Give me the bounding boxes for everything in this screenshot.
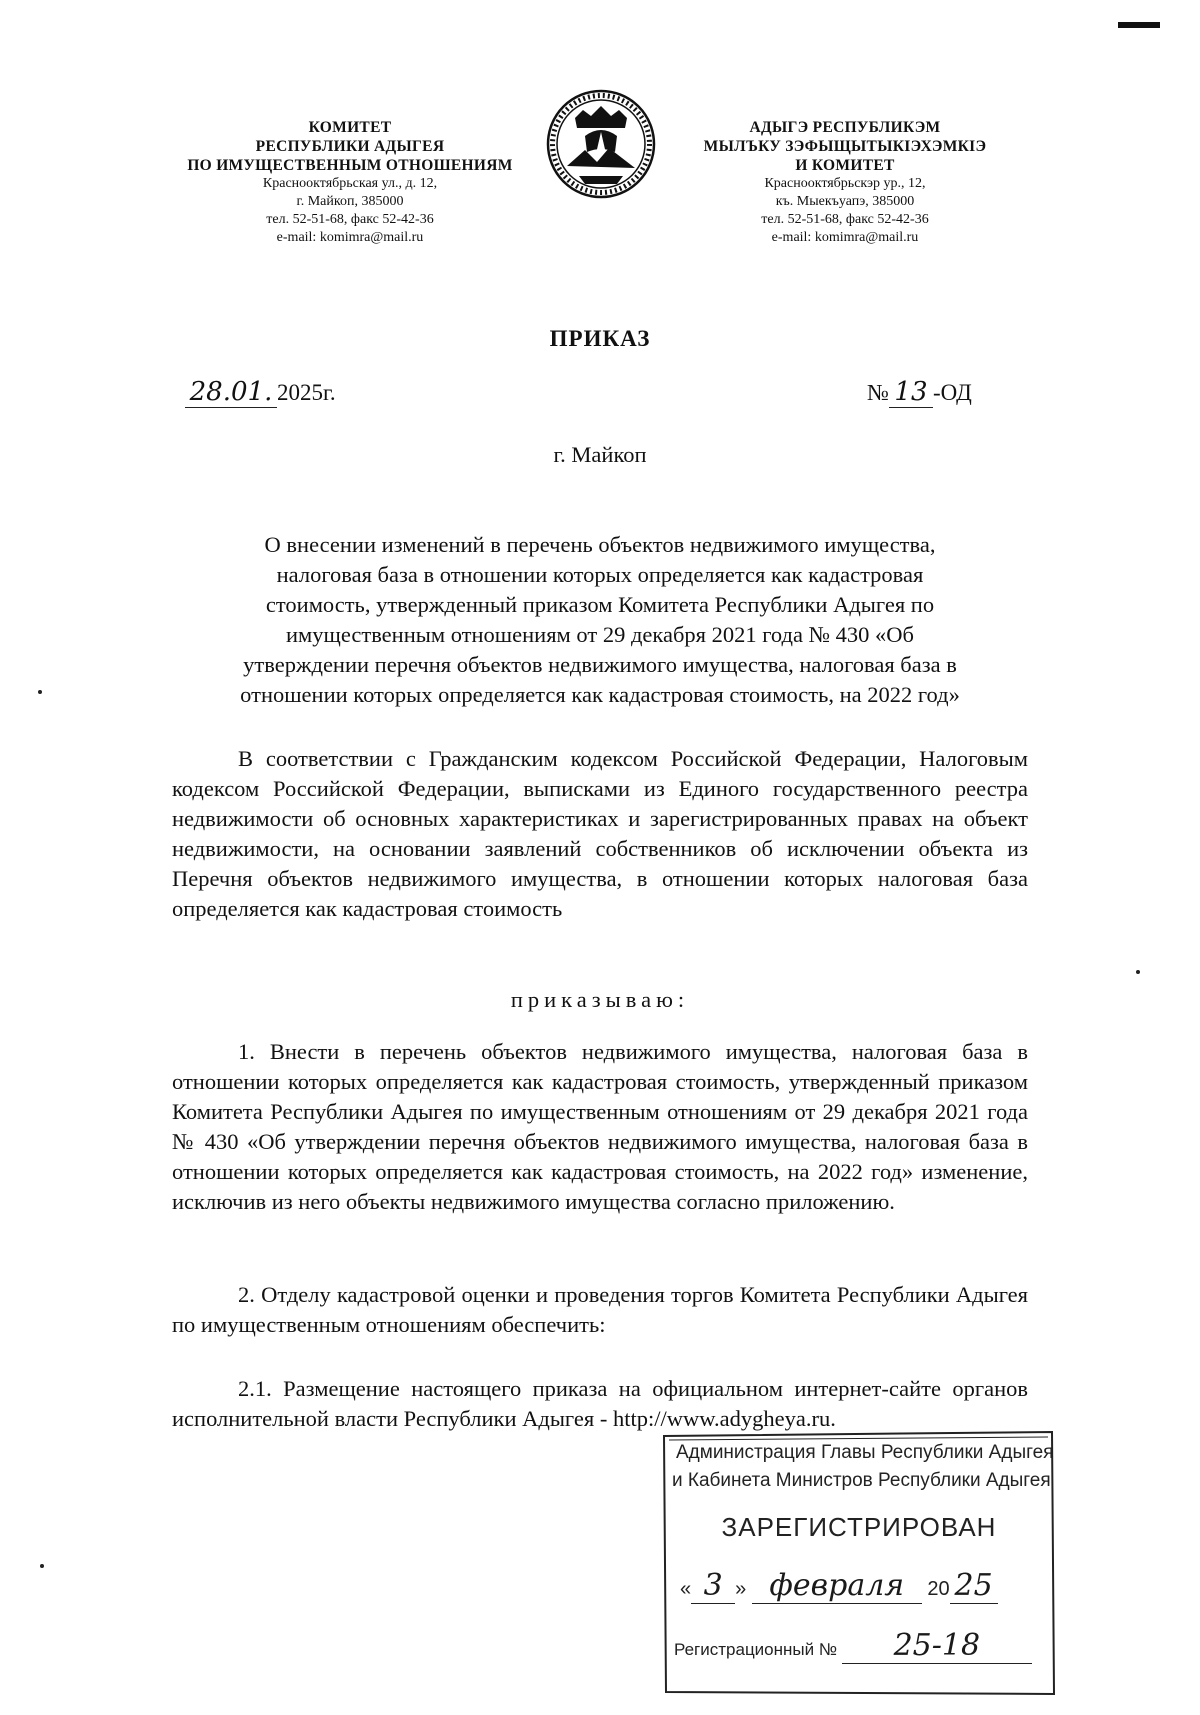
- scan-speck: [38, 690, 42, 694]
- order-city: г. Майкоп: [553, 442, 647, 467]
- stamp-status: ЗАРЕГИСТРИРОВАН: [721, 1512, 997, 1542]
- stamp-month: февраля: [752, 1568, 922, 1604]
- stamp-year-prefix: 20: [927, 1578, 950, 1600]
- subject-line: имущественным отношениям от 29 декабря 2021 года № 430 «Об: [285, 622, 915, 647]
- order-date-suffix: 2025г.: [277, 380, 336, 405]
- stamp-authority-line1: Администрация Главы Республики Адыгея: [676, 1442, 1054, 1463]
- order-item-2-1: 2.1. Размещение настоящего приказа на официальном интернет-сайте органов исполнительной власти Республики Адыгея - http://www.adygheya.ru.: [172, 1376, 1028, 1431]
- org-email: e-mail: komimra@mail.ru: [276, 230, 424, 245]
- stamp-year-suffix: 25: [950, 1568, 998, 1604]
- order-item-2: 2. Отделу кадастровой оценки и проведения торгов Комитета Республики Адыгея по имущественным отношениям обеспечить:: [172, 1282, 1028, 1337]
- order-date: [185, 377, 336, 408]
- order-number: [867, 377, 972, 408]
- org-name-adyghe-line1: АДЫГЭ РЕСПУБЛИКЭМ: [749, 119, 941, 136]
- stamp-registration: [674, 1628, 1032, 1664]
- stamp-reg-label: Регистрационный №: [674, 1640, 838, 1659]
- org-address1: Краснооктябрьская ул., д. 12,: [262, 176, 438, 191]
- header-right: [680, 118, 1010, 247]
- org-name-line3: ПО ИМУЩЕСТВЕННЫМ ОТНОШЕНИЯМ: [187, 157, 513, 174]
- coat-of-arms-emblem: [545, 88, 657, 200]
- registration-stamp: [660, 1426, 1058, 1698]
- org-address2: г. Майкоп, 385000: [296, 194, 404, 209]
- scan-speck: [1136, 970, 1140, 974]
- corner-mark: [1118, 22, 1160, 28]
- org-adyghe-phone: тел. 52-51-68, факс 52-42-36: [761, 212, 929, 227]
- orders-word: приказываю:: [510, 987, 690, 1012]
- org-name-adyghe-line2: МЫЛЪКУ ЗЭФЫЩЫТЫКIЭХЭМКIЭ: [703, 138, 987, 155]
- order-number-suffix: -ОД: [932, 380, 972, 405]
- subject-line: О внесении изменений в перечень объектов недвижимого имущества,: [264, 532, 936, 557]
- order-title: ПРИКАЗ: [549, 326, 651, 351]
- org-adyghe-email: e-mail: komimra@mail.ru: [771, 230, 919, 245]
- header-left: [160, 118, 540, 247]
- order-item-1: 1. Внести в перечень объектов недвижимого имущества, налоговая база в отношении которых определяется как кадастровая стоимость, утвержденный приказом Комитета Республики Адыгея по имущественным отношениям от 29 декабря 2021 года № 430 «Об утверждении перечня объектов недвижимого имущества, налоговая база в отношении которых определяется как кадастровая стоимость, на 2022 год» изменение, исключив из него объекты недвижимого имущества согласно приложению.: [172, 1039, 1028, 1214]
- stamp-authority-line2: и Кабинета Министров Республики Адыгея: [672, 1470, 1051, 1491]
- scan-speck: [40, 1564, 44, 1568]
- org-adyghe-address2: къ. Мыекъуапэ, 385000: [775, 194, 915, 209]
- preamble-paragraph: В соответствии с Гражданским кодексом Российской Федерации, Налоговым кодексом Российской Федерации, выписками из Единого государственного реестра недвижимости об основных характеристиках и зарегистрированных правах на объект недвижимости, на основании заявлений собственников об исключении объекта из Перечня объектов недвижимого имущества, в отношении которых налоговая база определяется как кадастровая стоимость: [172, 746, 1028, 921]
- org-name-line2: РЕСПУБЛИКИ АДЫГЕЯ: [255, 138, 445, 155]
- order-number-prefix: №: [867, 380, 889, 405]
- subject-line: налоговая база в отношении которых определяется как кадастровая: [276, 562, 924, 587]
- order-subject: [168, 530, 1032, 710]
- order-date-handwritten: 28.01.: [185, 377, 277, 408]
- subject-line: утверждении перечня объектов недвижимого имущества, налоговая база в: [243, 652, 957, 677]
- stamp-day: 3: [691, 1568, 735, 1604]
- org-adyghe-address1: Краснооктябрьскэр ур., 12,: [764, 176, 926, 191]
- stamp-quote-open: «: [680, 1578, 692, 1600]
- subject-line: стоимость, утвержденный приказом Комитета Республики Адыгея по: [265, 592, 935, 617]
- org-name-line1: КОМИТЕТ: [308, 119, 392, 136]
- stamp-date: [680, 1568, 1040, 1604]
- stamp-reg-number: 25-18: [842, 1628, 1032, 1664]
- org-name-adyghe-line3: И КОМИТЕТ: [795, 157, 895, 174]
- subject-line: отношении которых определяется как кадастровая стоимость, на 2022 год»: [240, 682, 960, 707]
- org-phone: тел. 52-51-68, факс 52-42-36: [266, 212, 434, 227]
- order-number-handwritten: 13: [889, 377, 933, 408]
- stamp-quote-close: »: [735, 1578, 747, 1600]
